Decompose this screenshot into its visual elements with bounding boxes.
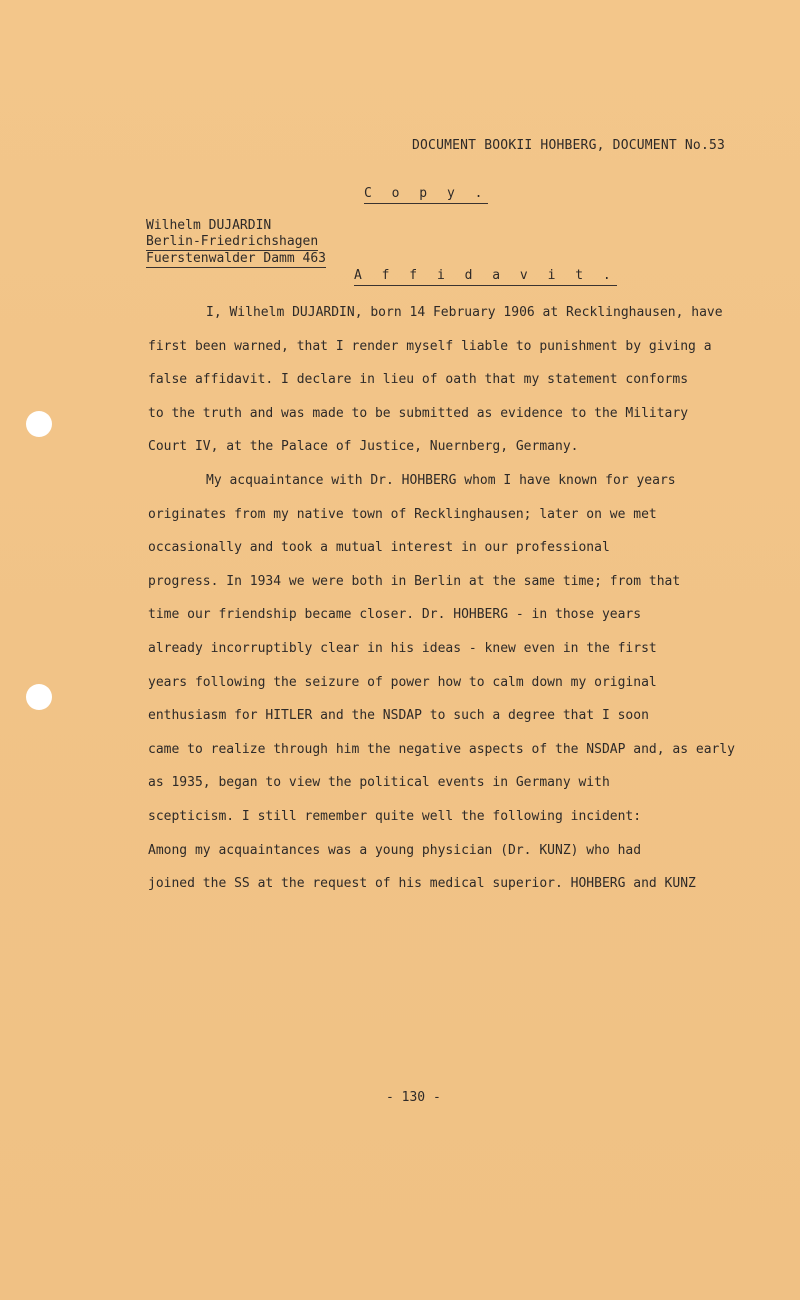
- copy-label: C o p y .: [364, 186, 488, 204]
- page-number: - 130 -: [386, 1090, 441, 1105]
- body-line: years following the seizure of power how to calm down my original: [148, 674, 657, 690]
- body-line: first been warned, that I render myself liable to punishment by giving a: [148, 338, 712, 354]
- address-name: Wilhelm DUJARDIN: [146, 218, 272, 233]
- document-reference: DOCUMENT BOOKII HOHBERG, DOCUMENT No.53: [412, 138, 726, 153]
- body-line: to the truth and was made to be submitted as evidence to the Military: [148, 405, 689, 421]
- body-line: My acquaintance with Dr. HOHBERG whom I have known for years: [206, 472, 676, 488]
- address-block: [146, 218, 326, 268]
- body-line: originates from my native town of Recklinghausen; later on we met: [148, 506, 657, 522]
- body-line: progress. In 1934 we were both in Berlin at the same time; from that: [148, 573, 681, 589]
- body-line: false affidavit. I declare in lieu of oath that my statement conforms: [148, 372, 689, 388]
- body-line: time our friendship became closer. Dr. HOHBERG - in those years: [148, 607, 642, 623]
- body-line: Court IV, at the Palace of Justice, Nuernberg, Germany.: [148, 439, 579, 455]
- body-line: Among my acquaintances was a young physician (Dr. KUNZ) who had: [148, 842, 642, 858]
- body-line: joined the SS at the request of his medical superior. HOHBERG and KUNZ: [148, 876, 696, 892]
- body-line: as 1935, began to view the political events in Germany with: [148, 775, 610, 791]
- body-line: already incorruptibly clear in his ideas - knew even in the first: [148, 640, 657, 656]
- affidavit-body: [148, 296, 768, 901]
- address-city: Berlin-Friedrichshagen: [146, 234, 319, 249]
- punch-hole: [26, 411, 52, 437]
- body-line: came to realize through him the negative aspects of the NSDAP and, as early: [148, 741, 735, 757]
- body-line: occasionally and took a mutual interest in our professional: [148, 540, 610, 556]
- affidavit-title: A f f i d a v i t .: [354, 268, 617, 286]
- body-line: enthusiasm for HITLER and the NSDAP to such a degree that I soon: [148, 708, 649, 724]
- address-street: Fuerstenwalder Damm 463: [146, 251, 327, 266]
- body-line: I, Wilhelm DUJARDIN, born 14 February 1906 at Recklinghausen, have: [206, 305, 723, 320]
- punch-hole: [26, 684, 52, 710]
- body-line: scepticism. I still remember quite well the following incident:: [148, 808, 642, 824]
